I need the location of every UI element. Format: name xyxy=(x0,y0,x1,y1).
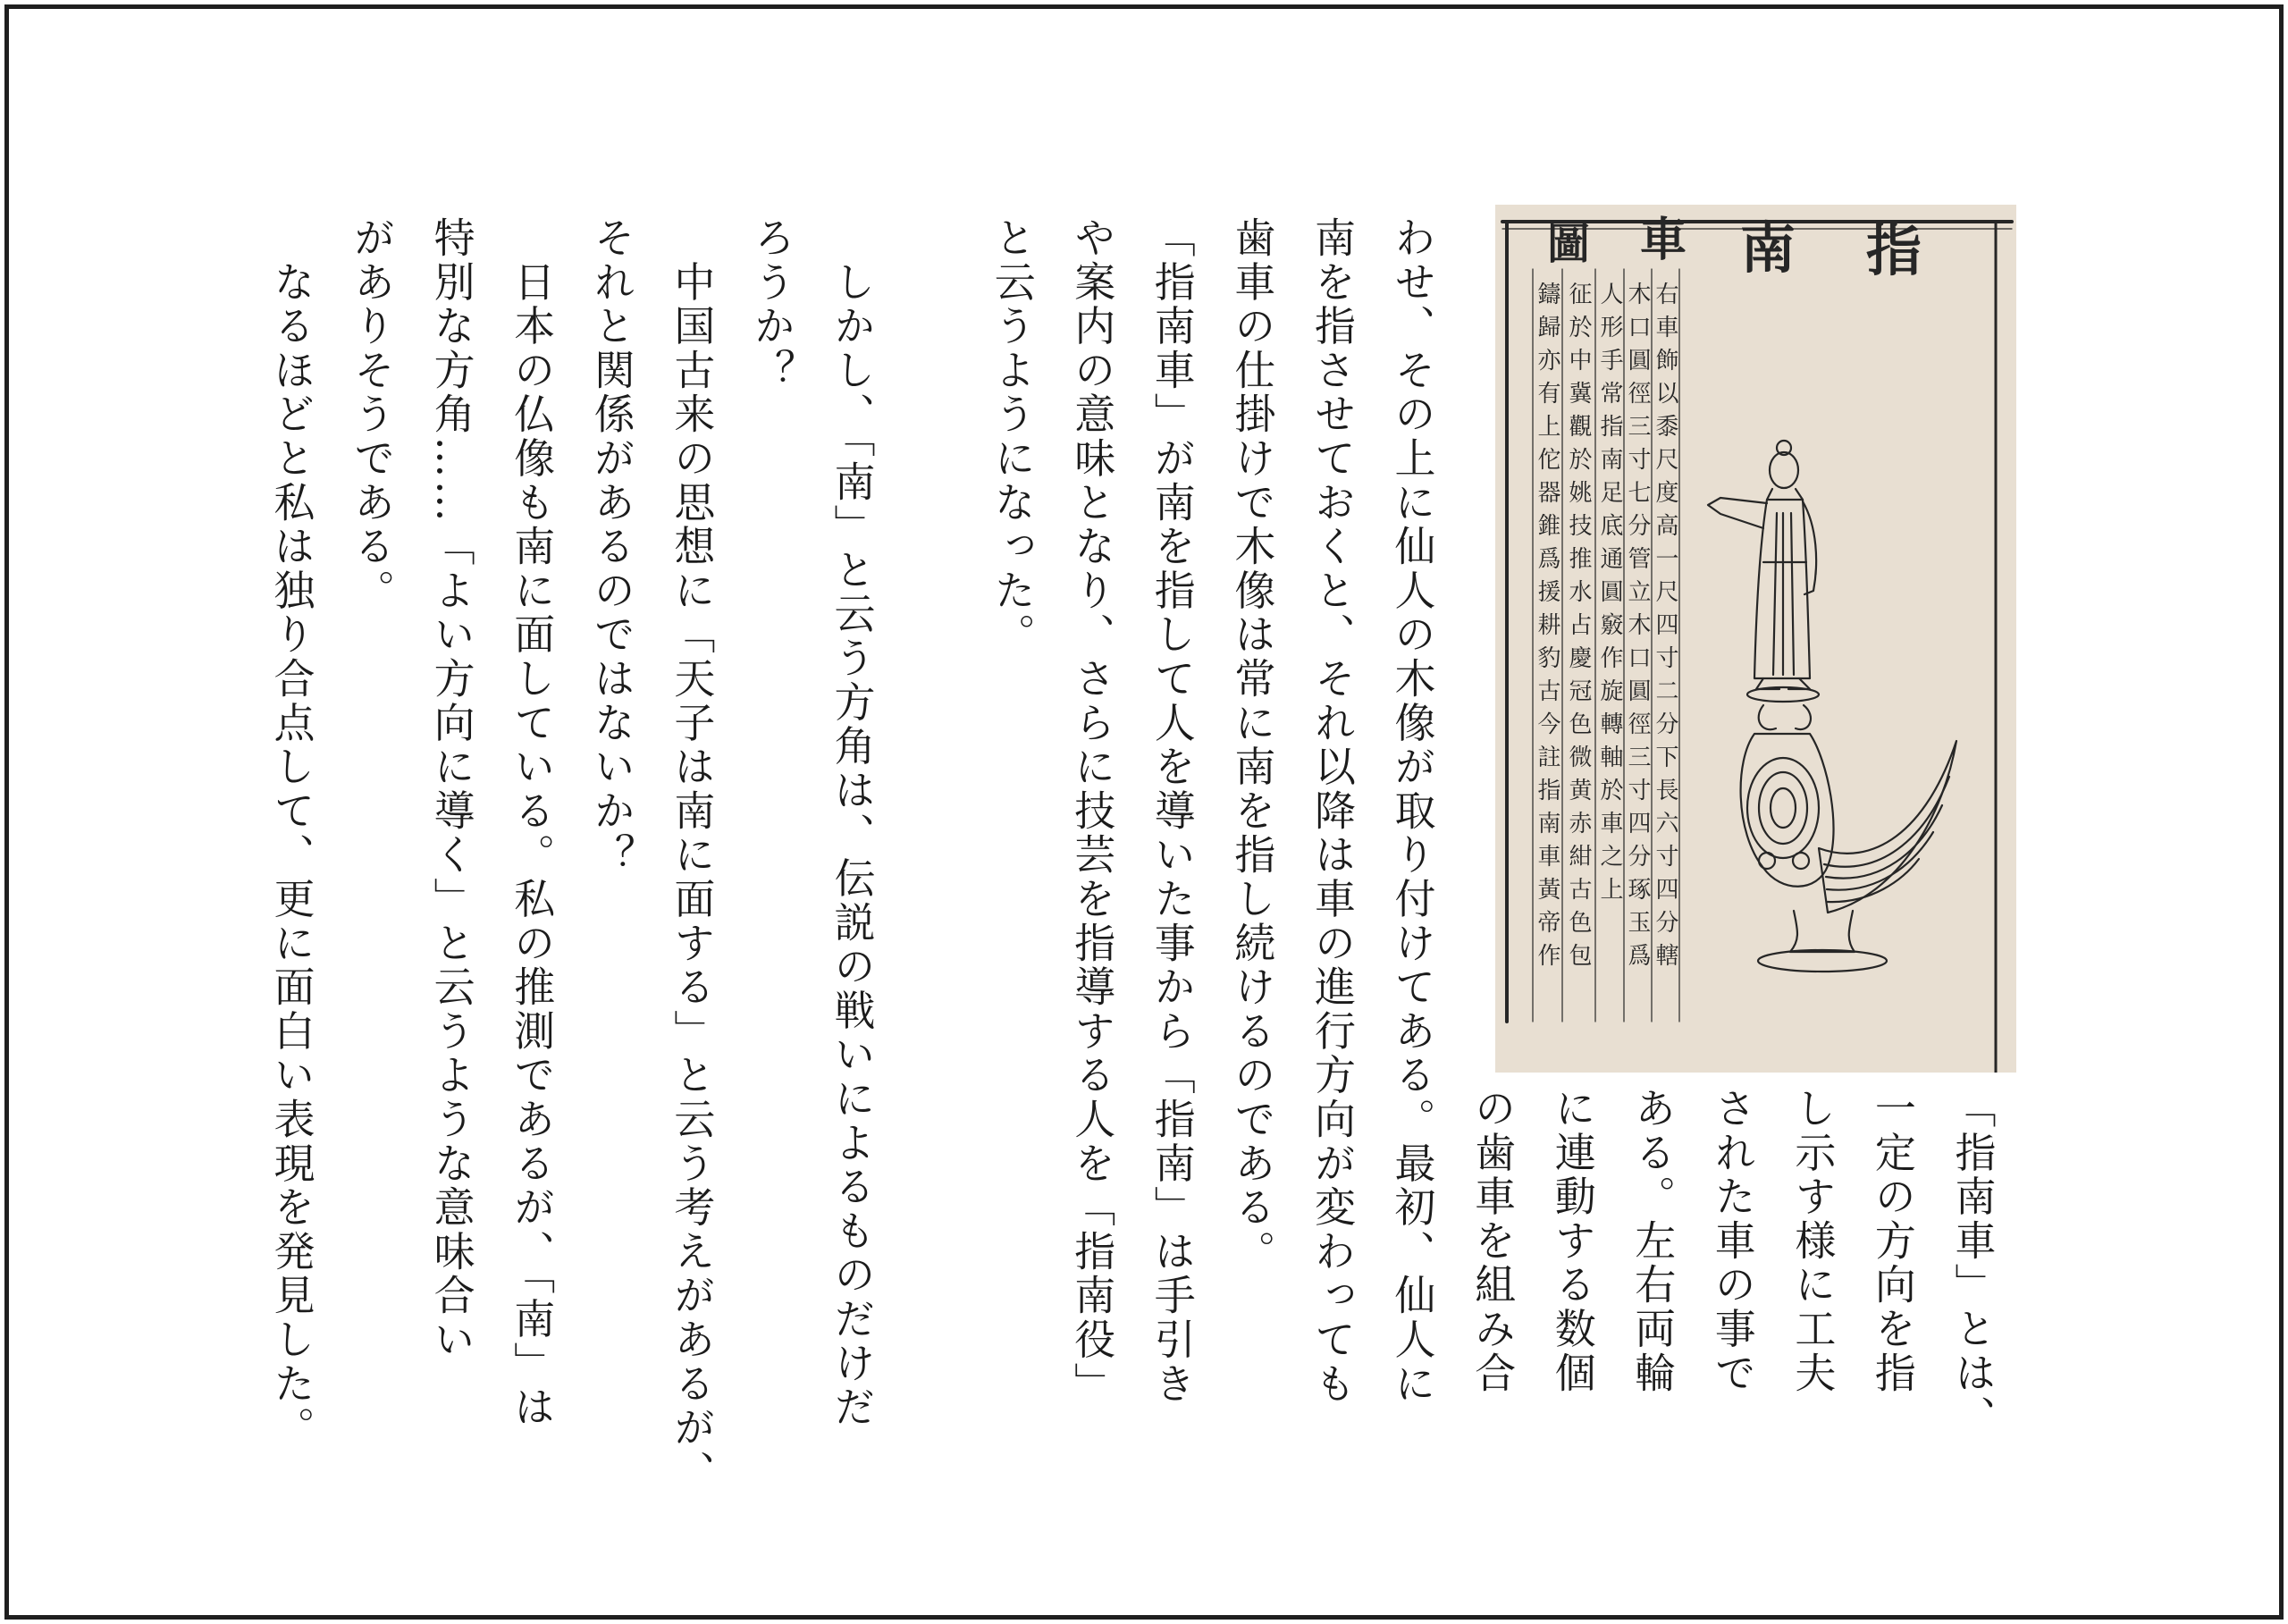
text-column: し示す様に工夫 xyxy=(1788,1087,1838,1396)
text-column: わせ、その上に仙人の木像が取り付けてある。最初、仙人に xyxy=(1388,216,1437,1407)
text-column: 歯車の仕掛けで木像は常に南を指し続けるのである。 xyxy=(1228,216,1277,1275)
text-column: それと関係があるのではないか？ xyxy=(587,216,636,878)
chariot-body xyxy=(1741,705,1956,972)
text-column: 日本の仏像も南に面している。私の推測であるが、「南」は xyxy=(508,216,557,1430)
illustration-title-char: 指 xyxy=(1866,218,1922,283)
illustration-title-char: 車 xyxy=(1640,213,1687,267)
south-pointing-chariot-illustration xyxy=(1495,205,2016,1073)
text-column: しかし、「南」と云う方角は、伝説の戦いによるものだけだ xyxy=(828,216,877,1430)
text-column: の歯車を組み合 xyxy=(1468,1087,1518,1396)
text-column: ろうか？ xyxy=(747,216,796,393)
text-column: ある。左右両輪 xyxy=(1628,1087,1678,1396)
text-column: 「指南車」とは、 xyxy=(1948,1087,1998,1440)
text-column: と云うようになった。 xyxy=(988,216,1037,657)
text-column: された車の事で xyxy=(1708,1087,1757,1396)
inscription-column: 鑄歸亦有上佗器錐爲援耕豹古今註指南車黃帝作 xyxy=(1534,282,1560,976)
text-column: 一定の方向を指 xyxy=(1868,1087,1917,1396)
inscription-column: 木口圓徑三寸七分管立木口圓徑三寸四分琢玉爲 xyxy=(1624,282,1651,976)
immortal-figure xyxy=(1708,441,1819,702)
inscription-column: 右車飾以黍尺度高一尺四寸二分下長六寸四分轄 xyxy=(1652,282,1678,976)
illustration-title-char: 南 xyxy=(1740,215,1796,281)
text-column: 「指南車」が南を指して人を導いた事から「指南」は手引き xyxy=(1148,216,1197,1407)
text-column: がありそうである。 xyxy=(348,216,397,613)
text-column: に連動する数個 xyxy=(1548,1087,1597,1396)
text-column: 特別な方角……「よい方向に導く」と云うような意味合い xyxy=(427,216,476,1362)
illustration-title-char: 圖 xyxy=(1547,219,1591,269)
text-column: なるほどと私は独り合点して、更に面白い表現を発見した。 xyxy=(267,216,316,1451)
inscription-column: 征於中冀觀於姚技推水占慶冠色微黄赤紺古色包 xyxy=(1565,282,1592,976)
text-column: 中国古来の思想に「天子は南に面する」と云う考えがあるが、 xyxy=(668,216,717,1494)
inscription-column: 人形手常指南足底通圓竅作旋轉軸於車之上 xyxy=(1596,282,1623,910)
text-column: や案内の意味となり、さらに技芸を指導する人を「指南役」 xyxy=(1068,216,1117,1407)
text-column: 南を指させておくと、それ以降は車の進行方向が変わっても xyxy=(1308,216,1357,1407)
